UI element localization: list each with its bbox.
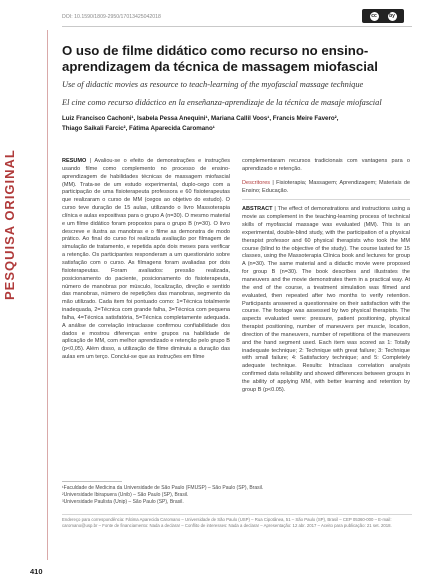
affiliation-2: ²Universidade Ibirapuera (Unib) – São Paulo (SP), Brasil.: [62, 492, 189, 498]
abstract-paragraph: [242, 206, 410, 394]
title-portuguese: O uso de filme didático como recurso no ensino-aprendizagem da técnica de massagem miofascial: [62, 43, 378, 74]
keywords-label: Descritores: [242, 179, 271, 186]
resumo-label: RESUMO: [62, 158, 87, 164]
cc-icon: cc: [371, 12, 377, 19]
resumo-paragraph: [62, 158, 230, 362]
resumo-continuation: complementaram recursos tradicionais com vantagens para o aprendizado e retenção.: [242, 158, 410, 172]
title-english: Use of didactic movies as resource to teach-learning of the myofascial massage technique: [62, 80, 364, 89]
affiliation-1: ¹Faculdade de Medicina da Universidade de São Paulo (FMUSP) – São Paulo (SP), Brasil.: [62, 485, 264, 491]
page-number: 410: [30, 567, 43, 576]
license-badge[interactable]: [362, 9, 404, 23]
resumo-text: | Avaliou-se o efeito de demonstrações e instruções usando filme como complemento no processo de ensino-aprendizagem de habilidades técnicas de massagem miofascial (MM). Trata-se de um estudo experimental, duplo-cego com a participação de uma fisioterapeuta professora e 60 fisioterapeutas que realizaram o curso de MM (cegos ao objetivo do estudo). O curso teve duração de 15 aulas, utilizando o livro Massoterapia clínica e aulas expositivas para o grupo A (n=30). O mesmo material e um filme didático foram propostos para o grupo B (n=30). O livro descreve e ilustra as manobras e o filme as demonstra de modo prático. Ao final do curso foi realizada avaliação por filmagem de simulação de tratamento, e repetida após dois meses para verificar a retenção. Os participantes responderam a um questionário sobre satisfação com o curso. As filmagens foram avaliadas por dois fisioterapeutas. Foram avaliados: pressão realizada, posicionamento do paciente, posicionamento do fisioterapeuta, número de manobras por músculo, localização, direção e sentido das manobras, número de repetições das manobras, segmento da mão utilizado. Cada item foi pontuado como: 1=Técnica totalmente inadequada, 2=Técnica com grande falha, 3=Técnica com pequena falha, 4=Técnica satisfatória, 5=Técnica completamente adequada. A análise de correlação intraclasse confirmou confiabilidade dos dados e mostrou diferenças entre grupos na habilidade de aplicação de MM, com melhor aprendizado e retenção pelo grupo B (p<0,05). Além disso, a utilização de filme diminuiu a duração das aulas em um terço. Conclui-se que as instruções em filme: [62, 158, 230, 361]
doi-text[interactable]: DOI: 10.1590/1809-2950/17013425042018: [62, 14, 161, 20]
affiliation-3: ³Universidade Paulista (Unip) – São Paulo (SP), Brasil.: [62, 499, 184, 505]
affiliations: [62, 485, 407, 506]
keywords-text: | Fisioterapia; Massagem; Aprendizagem; Materiais de Ensino; Educação.: [242, 179, 410, 194]
correspondence: Endereço para correspondência: Fátima Aparecida Caromano – Universidade de São Paulo (USP) – Rua Cipotânea, 51 – São Paulo (SP), Brasil – CEP 05360-000 – E-mail: caromano@usp.br – Fonte de financiamento: Nada a declarar – Conflito de interesses: Nada a declarar – Apresentação: 12 abr. 2017 – Aceito para publicação: 21 set. 2018.: [62, 517, 392, 528]
abstract-divider: [242, 199, 410, 200]
keywords: [242, 180, 410, 196]
footnote-rule: [62, 481, 122, 482]
by-icon: by: [389, 12, 395, 19]
authors: [62, 114, 407, 134]
side-bar: [0, 0, 48, 585]
resumo-column: [62, 158, 230, 362]
authors-line-1: Luiz Francisco Cachoni¹, Isabela Pessa Anequini¹, Mariana Callil Voos¹, Francis Meire Favero²,: [62, 115, 339, 122]
section-label: PESQUISA ORIGINAL: [2, 149, 17, 300]
right-column: [242, 158, 410, 395]
abstract-text: | The effect of demonstrations and instructions using a movie as complement in the teaching-learning process of technical skills of myofascial massage was evaluated (MM). This is an experimental, double-blind study, with the participation of a physical therapist professor and 60 physical therapists who took the MM course (blind to the objective of the study). The course lasted for 15 classes, using the Massoterapia Clínica book and lectures for group A (n=30). The same material and a didactic movie were proposed for group B (n=30). The book describes and illustrates the maneuvers and the movie demonstrates them in a practical way. At the end of the course, a treatment simulation was filmed and evaluated, then repeated after two months to verify retention. Participants answered a questionnaire on their satisfaction with the course. The footage was assessed by two physical therapists. The aspects evaluated were: pressure, patient positioning, physical therapist positioning, number of maneuvers per muscle, location, direction of the maneuvers, number of repetitions of the maneuvers and the hand segment used. Each item was scored as 1: Totally inadequate technique; 2: Technique with great failure; 3: Technique with small failure; 4: Satisfactory technique; and 5: Completely adequate technique. Results: Intraclass correlation analysis confirmed data reliability and showed differences between groups in the ability of applying MM, with better learning and retention by group B (p<0.05).: [242, 206, 410, 393]
header-rule: [62, 26, 412, 27]
side-divider: [47, 30, 48, 560]
authors-line-2: Thiago Saikali Farcic², Fátima Aparecida Caromano¹: [62, 125, 215, 132]
abstract-label: ABSTRACT: [242, 206, 273, 213]
correspondence-rule: [62, 514, 412, 515]
title-spanish: El cine como recurso didáctico en la enseñanza-aprendizaje de la técnica de masaje miofascial: [62, 98, 382, 107]
